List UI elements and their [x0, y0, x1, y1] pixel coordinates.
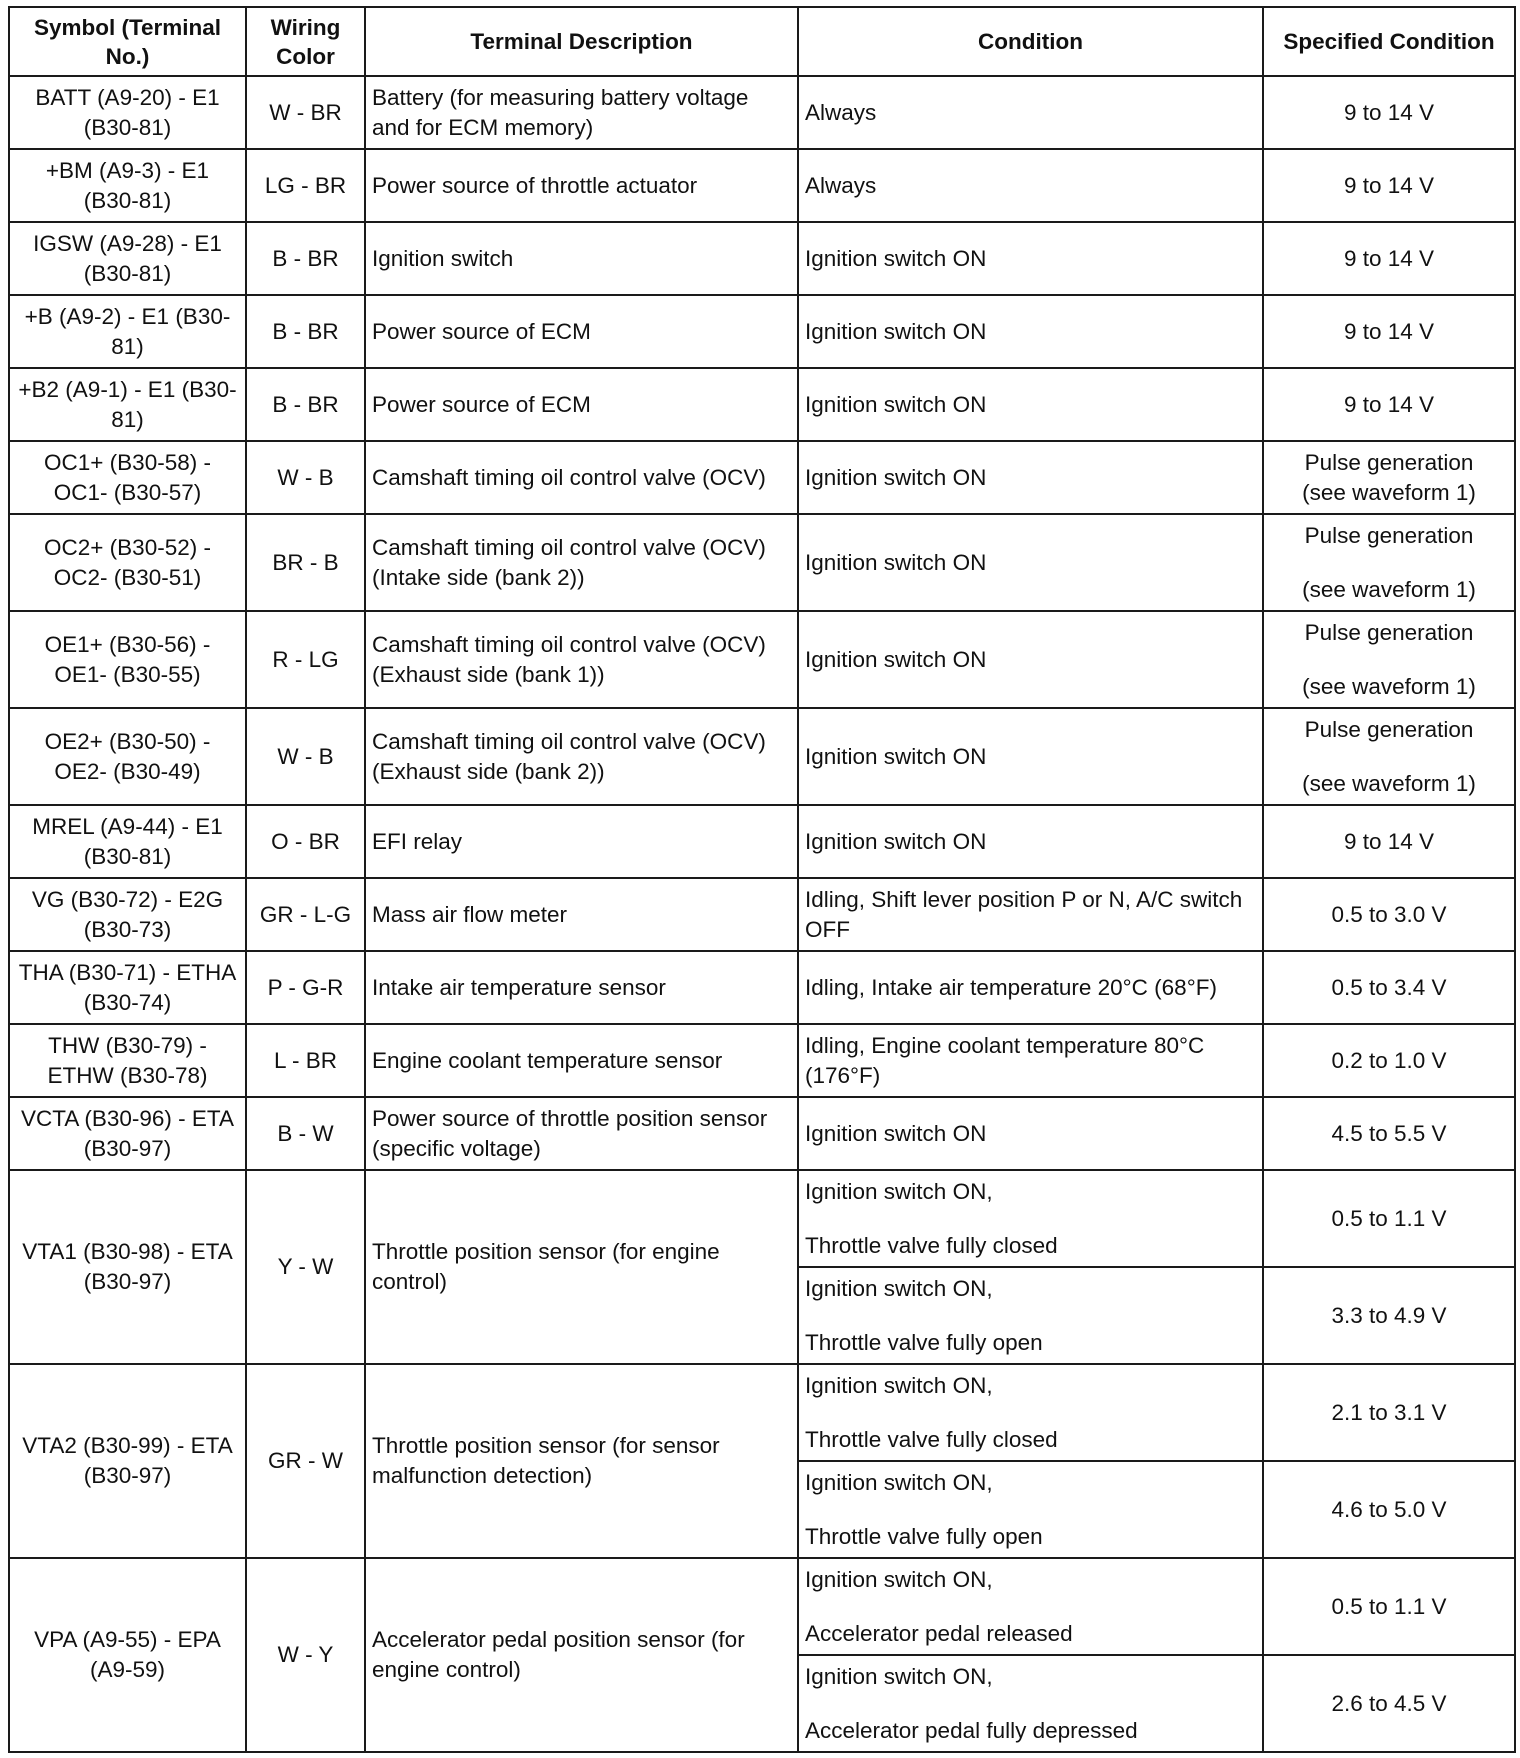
- condition-line: Ignition switch ON,: [805, 1178, 993, 1204]
- specified-cell: 9 to 14 V: [1263, 149, 1515, 222]
- specified-line: Pulse generation: [1304, 449, 1474, 475]
- table-row: [9, 295, 1515, 368]
- condition-line: Ignition switch ON,: [805, 1469, 993, 1495]
- symbol-cell: +BM (A9-3) - E1 (B30-81): [9, 149, 246, 222]
- description-cell: Mass air flow meter: [365, 878, 798, 951]
- condition-cell: Idling, Engine coolant temperature 80°C (176°F): [798, 1024, 1263, 1097]
- specified-cell: [1263, 708, 1515, 805]
- table-row: [9, 878, 1515, 951]
- condition-cell: Ignition switch ON: [798, 295, 1263, 368]
- description-cell: Accelerator pedal position sensor (for engine control): [365, 1558, 798, 1752]
- condition-cell: Ignition switch ON: [798, 611, 1263, 708]
- condition-cell: [798, 1655, 1263, 1752]
- specified-cell: [1263, 441, 1515, 514]
- header-condition: Condition: [798, 7, 1263, 76]
- condition-cell: [798, 1267, 1263, 1364]
- table-row: [9, 611, 1515, 708]
- description-cell: Camshaft timing oil control valve (OCV): [365, 441, 798, 514]
- specified-cell: 4.6 to 5.0 V: [1263, 1461, 1515, 1558]
- condition-cell: Always: [798, 149, 1263, 222]
- table-row: [9, 76, 1515, 149]
- specified-line: (see waveform 1): [1302, 576, 1476, 602]
- specified-line: Pulse generation: [1304, 522, 1474, 548]
- description-cell: Engine coolant temperature sensor: [365, 1024, 798, 1097]
- condition-cell: Ignition switch ON: [798, 441, 1263, 514]
- specified-line: Pulse generation: [1304, 716, 1474, 742]
- condition-line: Ignition switch ON,: [805, 1275, 993, 1301]
- wiring-cell: LG - BR: [246, 149, 365, 222]
- wiring-cell: P - G-R: [246, 951, 365, 1024]
- symbol-cell: OE2+ (B30-50) - OE2- (B30-49): [9, 708, 246, 805]
- specified-line: (see waveform 1): [1302, 479, 1476, 505]
- table-row: [9, 368, 1515, 441]
- condition-line: Throttle valve fully open: [805, 1523, 1043, 1549]
- table-row: [9, 514, 1515, 611]
- specified-cell: 9 to 14 V: [1263, 222, 1515, 295]
- specified-cell: 0.5 to 1.1 V: [1263, 1170, 1515, 1267]
- condition-cell: Idling, Shift lever position P or N, A/C switch OFF: [798, 878, 1263, 951]
- description-cell: Throttle position sensor (for engine control): [365, 1170, 798, 1364]
- description-cell: Power source of ECM: [365, 295, 798, 368]
- description-cell: Power source of throttle actuator: [365, 149, 798, 222]
- table-row: [9, 1558, 1515, 1655]
- condition-cell: Ignition switch ON: [798, 222, 1263, 295]
- symbol-cell: THW (B30-79) - ETHW (B30-78): [9, 1024, 246, 1097]
- table-row: [9, 222, 1515, 295]
- condition-cell: [798, 1461, 1263, 1558]
- condition-cell: Ignition switch ON: [798, 514, 1263, 611]
- specified-cell: 0.5 to 3.0 V: [1263, 878, 1515, 951]
- table-row: [9, 1170, 1515, 1267]
- symbol-cell: IGSW (A9-28) - E1 (B30-81): [9, 222, 246, 295]
- wiring-cell: B - BR: [246, 368, 365, 441]
- header-row: [9, 7, 1515, 76]
- header-specified: Specified Condition: [1263, 7, 1515, 76]
- specified-cell: 0.5 to 1.1 V: [1263, 1558, 1515, 1655]
- wiring-cell: L - BR: [246, 1024, 365, 1097]
- specified-cell: [1263, 514, 1515, 611]
- specified-line: (see waveform 1): [1302, 770, 1476, 796]
- wiring-cell: W - B: [246, 441, 365, 514]
- wiring-cell: Y - W: [246, 1170, 365, 1364]
- symbol-cell: VPA (A9-55) - EPA (A9-59): [9, 1558, 246, 1752]
- table-row: [9, 1097, 1515, 1170]
- symbol-cell: OE1+ (B30-56) - OE1- (B30-55): [9, 611, 246, 708]
- specified-line: Pulse generation: [1304, 619, 1474, 645]
- symbol-cell: VCTA (B30-96) - ETA (B30-97): [9, 1097, 246, 1170]
- condition-line: Accelerator pedal fully depressed: [805, 1717, 1138, 1743]
- description-cell: Ignition switch: [365, 222, 798, 295]
- description-cell: Throttle position sensor (for sensor malfunction detection): [365, 1364, 798, 1558]
- wiring-cell: GR - L-G: [246, 878, 365, 951]
- specified-cell: 4.5 to 5.5 V: [1263, 1097, 1515, 1170]
- condition-line: Ignition switch ON,: [805, 1566, 993, 1592]
- condition-line: Throttle valve fully closed: [805, 1426, 1058, 1452]
- symbol-cell: OC2+ (B30-52) - OC2- (B30-51): [9, 514, 246, 611]
- specified-cell: 9 to 14 V: [1263, 295, 1515, 368]
- header-wiring: Wiring Color: [246, 7, 365, 76]
- wiring-cell: W - BR: [246, 76, 365, 149]
- description-cell: Camshaft timing oil control valve (OCV) (Exhaust side (bank 2)): [365, 708, 798, 805]
- symbol-cell: VTA2 (B30-99) - ETA (B30-97): [9, 1364, 246, 1558]
- condition-line: Accelerator pedal released: [805, 1620, 1073, 1646]
- wiring-cell: B - BR: [246, 222, 365, 295]
- condition-line: Ignition switch ON,: [805, 1663, 993, 1689]
- condition-cell: Ignition switch ON: [798, 708, 1263, 805]
- symbol-cell: MREL (A9-44) - E1 (B30-81): [9, 805, 246, 878]
- symbol-cell: VTA1 (B30-98) - ETA (B30-97): [9, 1170, 246, 1364]
- symbol-cell: BATT (A9-20) - E1 (B30-81): [9, 76, 246, 149]
- condition-cell: Ignition switch ON: [798, 368, 1263, 441]
- header-description: Terminal Description: [365, 7, 798, 76]
- header-symbol: Symbol (Terminal No.): [9, 7, 246, 76]
- condition-cell: Ignition switch ON: [798, 805, 1263, 878]
- condition-cell: Idling, Intake air temperature 20°C (68°F): [798, 951, 1263, 1024]
- description-cell: Camshaft timing oil control valve (OCV) (Intake side (bank 2)): [365, 514, 798, 611]
- condition-line: Throttle valve fully open: [805, 1329, 1043, 1355]
- symbol-cell: +B2 (A9-1) - E1 (B30-81): [9, 368, 246, 441]
- wiring-cell: B - W: [246, 1097, 365, 1170]
- wiring-cell: BR - B: [246, 514, 365, 611]
- wiring-cell: GR - W: [246, 1364, 365, 1558]
- table-row: [9, 1024, 1515, 1097]
- condition-cell: [798, 1364, 1263, 1461]
- specified-cell: 0.2 to 1.0 V: [1263, 1024, 1515, 1097]
- symbol-cell: THA (B30-71) - ETHA (B30-74): [9, 951, 246, 1024]
- specified-line: (see waveform 1): [1302, 673, 1476, 699]
- table-row: [9, 149, 1515, 222]
- description-cell: Power source of ECM: [365, 368, 798, 441]
- table-row: [9, 708, 1515, 805]
- specified-cell: [1263, 611, 1515, 708]
- description-cell: EFI relay: [365, 805, 798, 878]
- description-cell: Camshaft timing oil control valve (OCV) (Exhaust side (bank 1)): [365, 611, 798, 708]
- specified-cell: 9 to 14 V: [1263, 368, 1515, 441]
- table-row: [9, 441, 1515, 514]
- condition-cell: Ignition switch ON: [798, 1097, 1263, 1170]
- specified-cell: 9 to 14 V: [1263, 805, 1515, 878]
- wiring-cell: W - B: [246, 708, 365, 805]
- description-cell: Intake air temperature sensor: [365, 951, 798, 1024]
- description-cell: Battery (for measuring battery voltage and for ECM memory): [365, 76, 798, 149]
- condition-line: Ignition switch ON,: [805, 1372, 993, 1398]
- wiring-cell: R - LG: [246, 611, 365, 708]
- terminal-table: [8, 6, 1516, 1753]
- specified-cell: 2.1 to 3.1 V: [1263, 1364, 1515, 1461]
- condition-cell: Always: [798, 76, 1263, 149]
- symbol-cell: OC1+ (B30-58) - OC1- (B30-57): [9, 441, 246, 514]
- wiring-cell: B - BR: [246, 295, 365, 368]
- specified-cell: 9 to 14 V: [1263, 76, 1515, 149]
- table-row: [9, 951, 1515, 1024]
- specified-cell: 3.3 to 4.9 V: [1263, 1267, 1515, 1364]
- condition-line: Throttle valve fully closed: [805, 1232, 1058, 1258]
- condition-cell: [798, 1170, 1263, 1267]
- table-row: [9, 805, 1515, 878]
- condition-cell: [798, 1558, 1263, 1655]
- wiring-cell: O - BR: [246, 805, 365, 878]
- symbol-cell: VG (B30-72) - E2G (B30-73): [9, 878, 246, 951]
- wiring-cell: W - Y: [246, 1558, 365, 1752]
- table-row: [9, 1364, 1515, 1461]
- specified-cell: 0.5 to 3.4 V: [1263, 951, 1515, 1024]
- description-cell: Power source of throttle position sensor (specific voltage): [365, 1097, 798, 1170]
- symbol-cell: +B (A9-2) - E1 (B30-81): [9, 295, 246, 368]
- specified-cell: 2.6 to 4.5 V: [1263, 1655, 1515, 1752]
